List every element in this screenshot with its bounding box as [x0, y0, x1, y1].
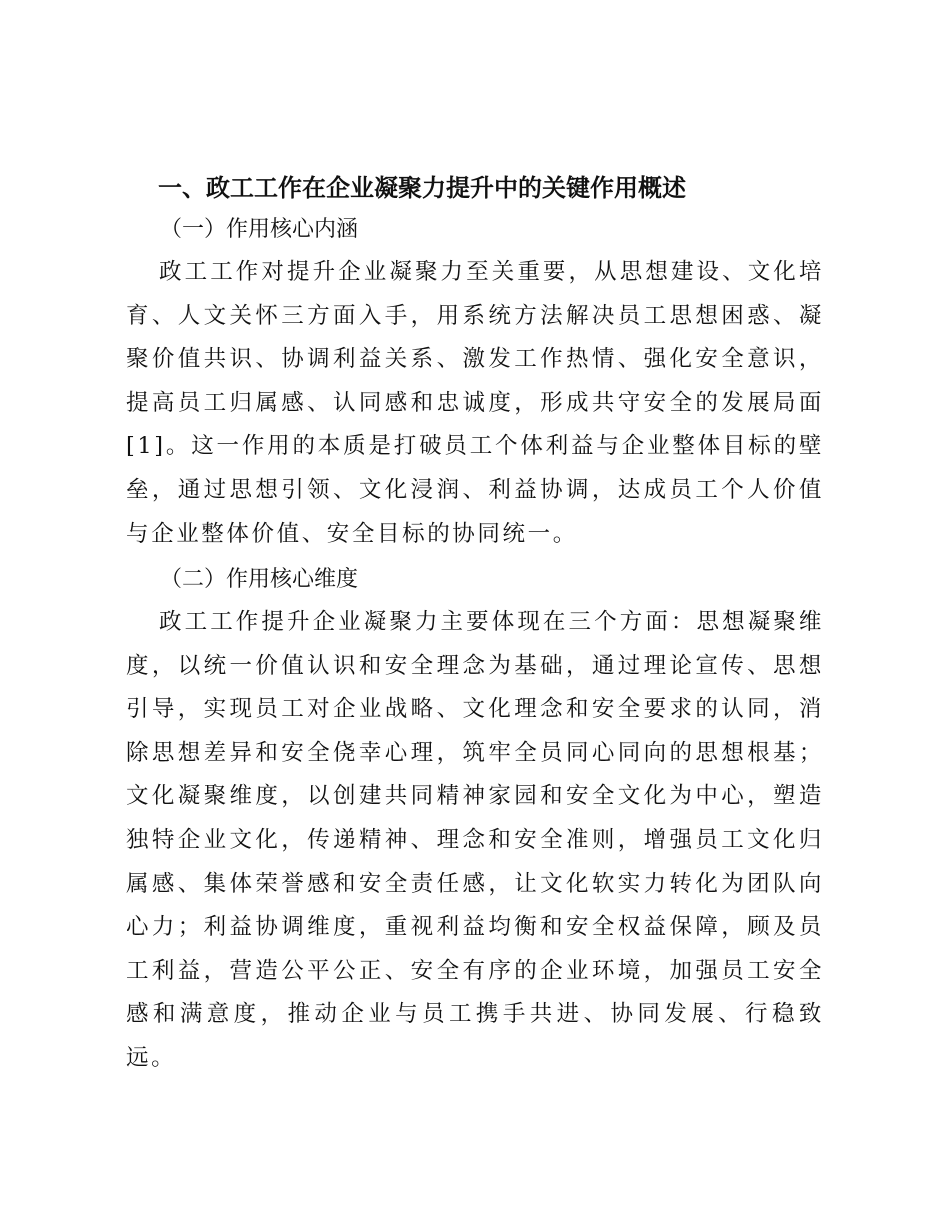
subsection-title-2: （二）作用核心维度	[160, 567, 359, 592]
section-title: 一、政工工作在企业凝聚力提升中的关键作用概述	[158, 174, 686, 202]
subsection-title-1: （一）作用核心内涵	[160, 217, 359, 242]
subsection-paragraph-1: 政工工作对提升企业凝聚力至关重要，从思想建设、文化培育、人文关怀三方面入手，用系统方法解决员工思想困惑、凝聚价值共识、协调利益关系、激发工作热情、强化安全意识，提高员工归属感、认同感和忠诚度，形成共守安全的发展局面[1]。这一作用的本质是打破员工个体利益与企业整体目标的壁垒，通过思想引领、文化浸润、利益协调，达成员工个人价值与企业整体价值、安全目标的协同统一。	[126, 259, 824, 547]
subsection-paragraph-2: 政工工作提升企业凝聚力主要体现在三个方面：思想凝聚维度，以统一价值认识和安全理念为基础，通过理论宣传、思想引导，实现员工对企业战略、文化理念和安全要求的认同，消除思想差异和安全侥幸心理，筑牢全员同心同向的思想根基；文化凝聚维度，以创建共同精神家园和安全文化为中心，塑造独特企业文化，传递精神、理念和安全准则，增强员工文化归属感、集体荣誉感和安全责任感，让文化软实力转化为团队向心力；利益协调维度，重视利益均衡和安全权益保障，顾及员工利益，营造公平公正、安全有序的企业环境，加强员工安全感和满意度，推动企业与员工携手共进、协同发展、行稳致远。	[126, 609, 824, 1071]
